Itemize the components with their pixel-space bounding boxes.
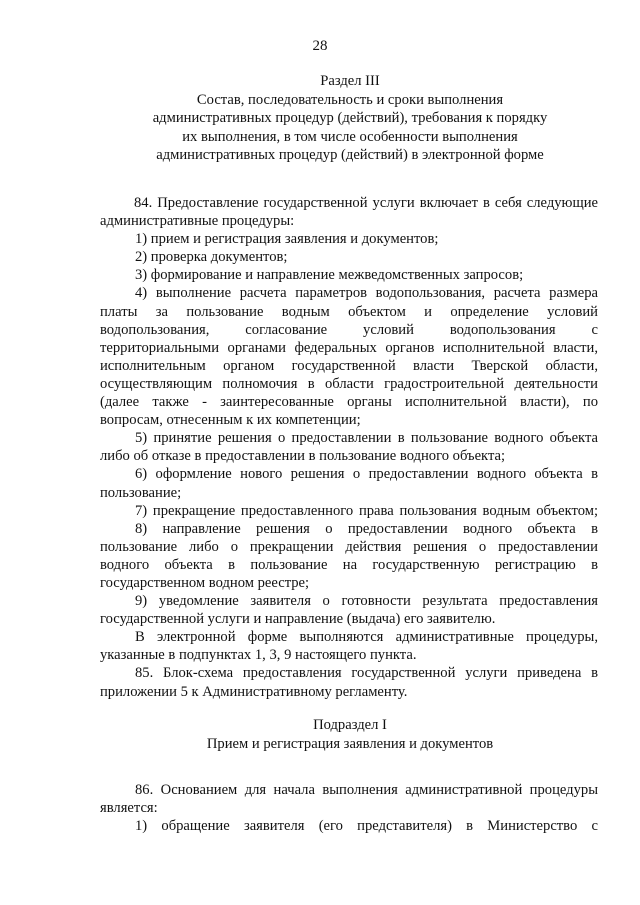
text-line: либо об отказе в предоставлении в пользование водного объекта; — [100, 448, 506, 465]
text-line: 2) проверка документов; — [135, 249, 288, 266]
text-line: территориальными органами федеральных органов исполнительной власти, — [100, 339, 598, 356]
text-line: водопользования, согласование условий водопользования с — [100, 321, 598, 338]
text-line: В электронной форме выполняются административные процедуры, — [135, 629, 598, 646]
text-line: административные процедуры: — [100, 213, 295, 230]
text-line: платы за пользование водным объектом и определение условий — [100, 303, 598, 320]
section-heading — [90, 72, 610, 165]
text-line: 7) прекращение предоставленного права пользования водным объектом; — [135, 502, 598, 519]
text-line: исполнительным органом государственной власти Тверской области, — [100, 357, 598, 374]
section-heading-line: административных процедур (действий) в электронной форме — [156, 147, 544, 163]
basis-paragraph — [100, 781, 598, 835]
text-line: 3) формирование и направление межведомственных запросов; — [135, 267, 524, 284]
text-line: является: — [100, 800, 158, 817]
section-title: Раздел III — [320, 73, 380, 89]
page-number: 28 — [312, 38, 328, 54]
text-line: 1) прием и регистрация заявления и документов; — [135, 231, 439, 248]
text-line: 84. Предоставление государственной услуги включает в себя следующие — [134, 195, 598, 211]
text-line: 1) обращение заявителя (его представителя) в Министерство с — [135, 818, 598, 835]
text-line: 4) выполнение расчета параметров водопользования, расчета размера — [135, 285, 598, 302]
procedures-paragraph — [100, 194, 598, 701]
subsection-heading — [90, 716, 610, 753]
section-heading-line: Состав, последовательность и сроки выполнения — [196, 91, 504, 108]
text-line: пользование либо о прекращении действия решения о предоставлении — [100, 538, 598, 555]
text-line: 8) направление решения о предоставлении водного объекта в — [135, 520, 598, 537]
text-line: 5) принятие решения о предоставлении в пользование водного объекта — [135, 430, 598, 447]
section-heading-line: их выполнения, в том числе особенности выполнения — [182, 128, 518, 145]
text-line: 6) оформление нового решения о предоставлении водного объекта в — [135, 466, 598, 483]
text-line: осуществляющим полномочия в области градостроительной деятельности — [100, 375, 598, 392]
text-line: 86. Основанием для начала выполнения административной процедуры — [135, 782, 598, 798]
text-line: государственной услуги и направление (выдача) его заявителю. — [100, 611, 496, 628]
subsection-heading-line: Прием и регистрация заявления и документов — [206, 735, 494, 752]
text-line: пользование; — [100, 484, 182, 501]
section-heading-line: административных процедур (действий), требования к порядку — [152, 110, 548, 126]
text-line: водного объекта в пользование на государственную регистрацию в — [100, 556, 598, 573]
text-line: приложении 5 к Административному регламенту. — [100, 683, 408, 700]
text-line: вопросам, отнесенным к их компетенции; — [100, 412, 361, 429]
text-line: 9) уведомление заявителя о готовности результата предоставления — [135, 593, 598, 610]
text-line: (далее также - заинтересованные органы исполнительной власти), по — [100, 394, 598, 411]
text-line: государственном водном реестре; — [100, 574, 310, 591]
text-line: указанные в подпунктах 1, 3, 9 настоящего пункта. — [100, 647, 417, 664]
text-line: 85. Блок-схема предоставления государственной услуги приведена в — [135, 665, 598, 682]
subsection-title: Подраздел I — [313, 717, 387, 733]
